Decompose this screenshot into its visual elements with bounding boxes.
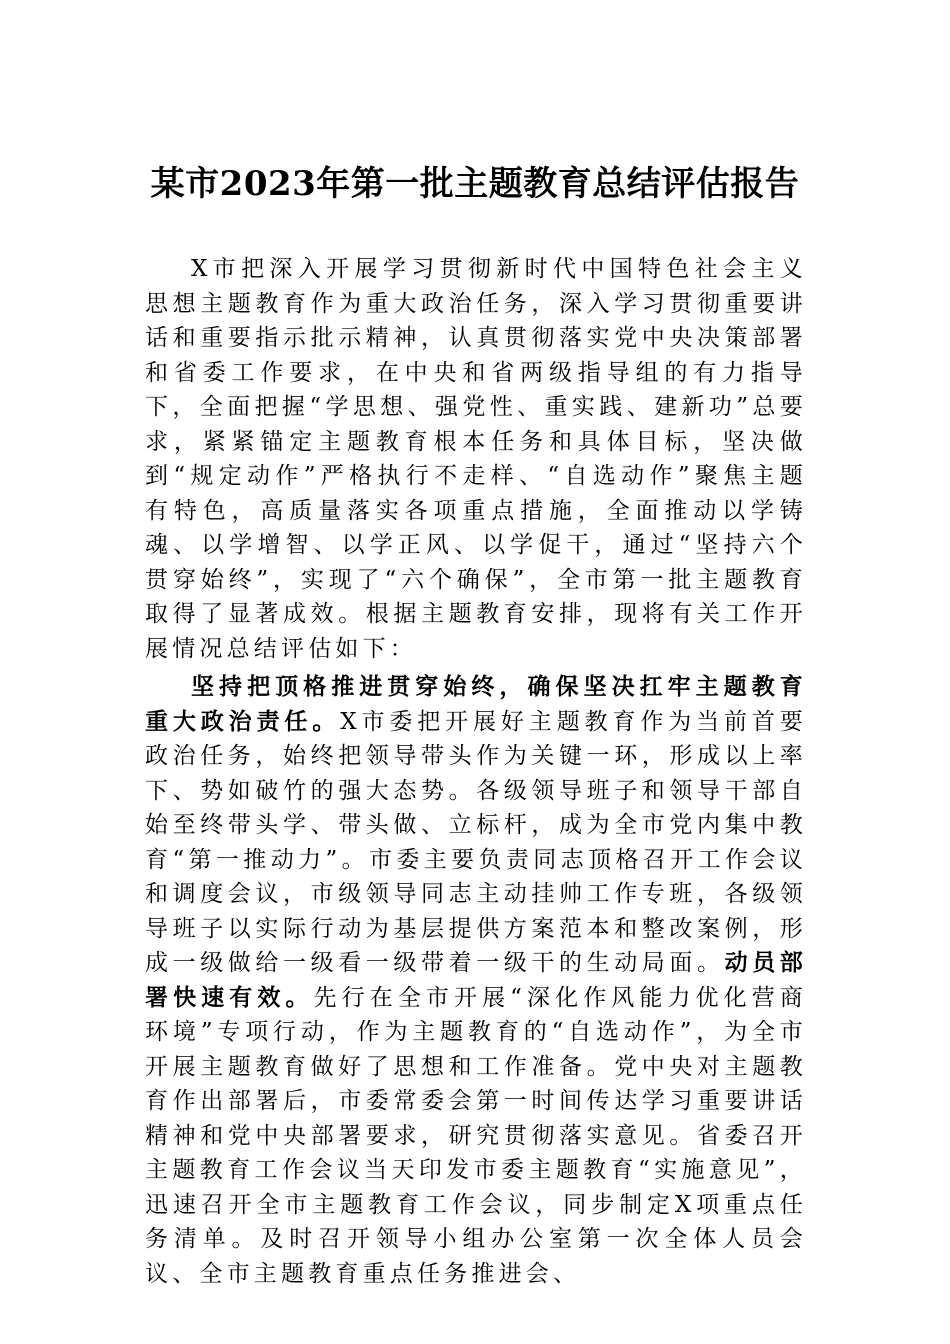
section-subheading: 动员部署快速有效。 <box>145 949 807 1011</box>
document-body <box>145 252 807 1291</box>
intro-paragraph <box>145 252 807 666</box>
document-title: 某市2023年第一批主题教育总结评估报告 <box>150 164 800 204</box>
intro-paragraph-text: X市把深入开展学习贯彻新时代中国特色社会主义思想主题教育作为重大政治任务，深入学习贯彻重要讲话和重要指示批示精神，认真贯彻落实党中央决策部署和省委工作要求，在中央和省两级指导组的有力指导下，全面把握“学思想、强党性、重实践、建新功”总要求，紧紧锚定主题教育根本任务和具体目标，坚决做到“规定动作”严格执行不走样、“自选动作”聚焦主题有特色，高质量落实各项重点措施，全面推动以学铸魂、以学增智、以学正风、以学促干，通过“坚持六个贯穿始终”，实现了“六个确保”，全市第一批主题教育取得了显著成效。根据主题教育安排，现将有关工作开展情况总结评估如下： <box>145 256 807 662</box>
section-text-1: X市委把开展好主题教育作为当前首要政治任务，始终把领导带头作为关键一环，形成以上率下、势如破竹的强大态势。各级领导班子和领导干部自始至终带头学、带头做、立标杆，成为全市党内集中教育“第一推动力”。市委主要负责同志顶格召开工作会议和调度会议，市级领导同志主动挂帅工作专班，各级领导班子以实际行动为基层提供方案范本和整改案例，形成一级做给一级看一级带着一级干的生动局面。 <box>145 708 807 976</box>
section-heading: 坚持把顶格推进贯穿始终，确保坚决扛牢主题教育重大政治责任。 <box>145 673 807 735</box>
section-paragraph <box>145 670 807 1291</box>
section-text-2: 先行在全市开展“深化作风能力优化营商环境”专项行动，作为主题教育的“自选动作”，为全市开展主题教育做好了思想和工作准备。党中央对主题教育作出部署后，市委常委会第一时间传达学习重要讲话精神和党中央部署要求，研究贯彻落实意见。省委召开主题教育工作会议当天印发市委主题教育“实施意见”，迅速召开全市主题教育工作会议，同步制定X项重点任务清单。及时召开领导小组办公室第一次全体人员会议、全市主题教育重点任务推进会、 <box>145 984 808 1287</box>
